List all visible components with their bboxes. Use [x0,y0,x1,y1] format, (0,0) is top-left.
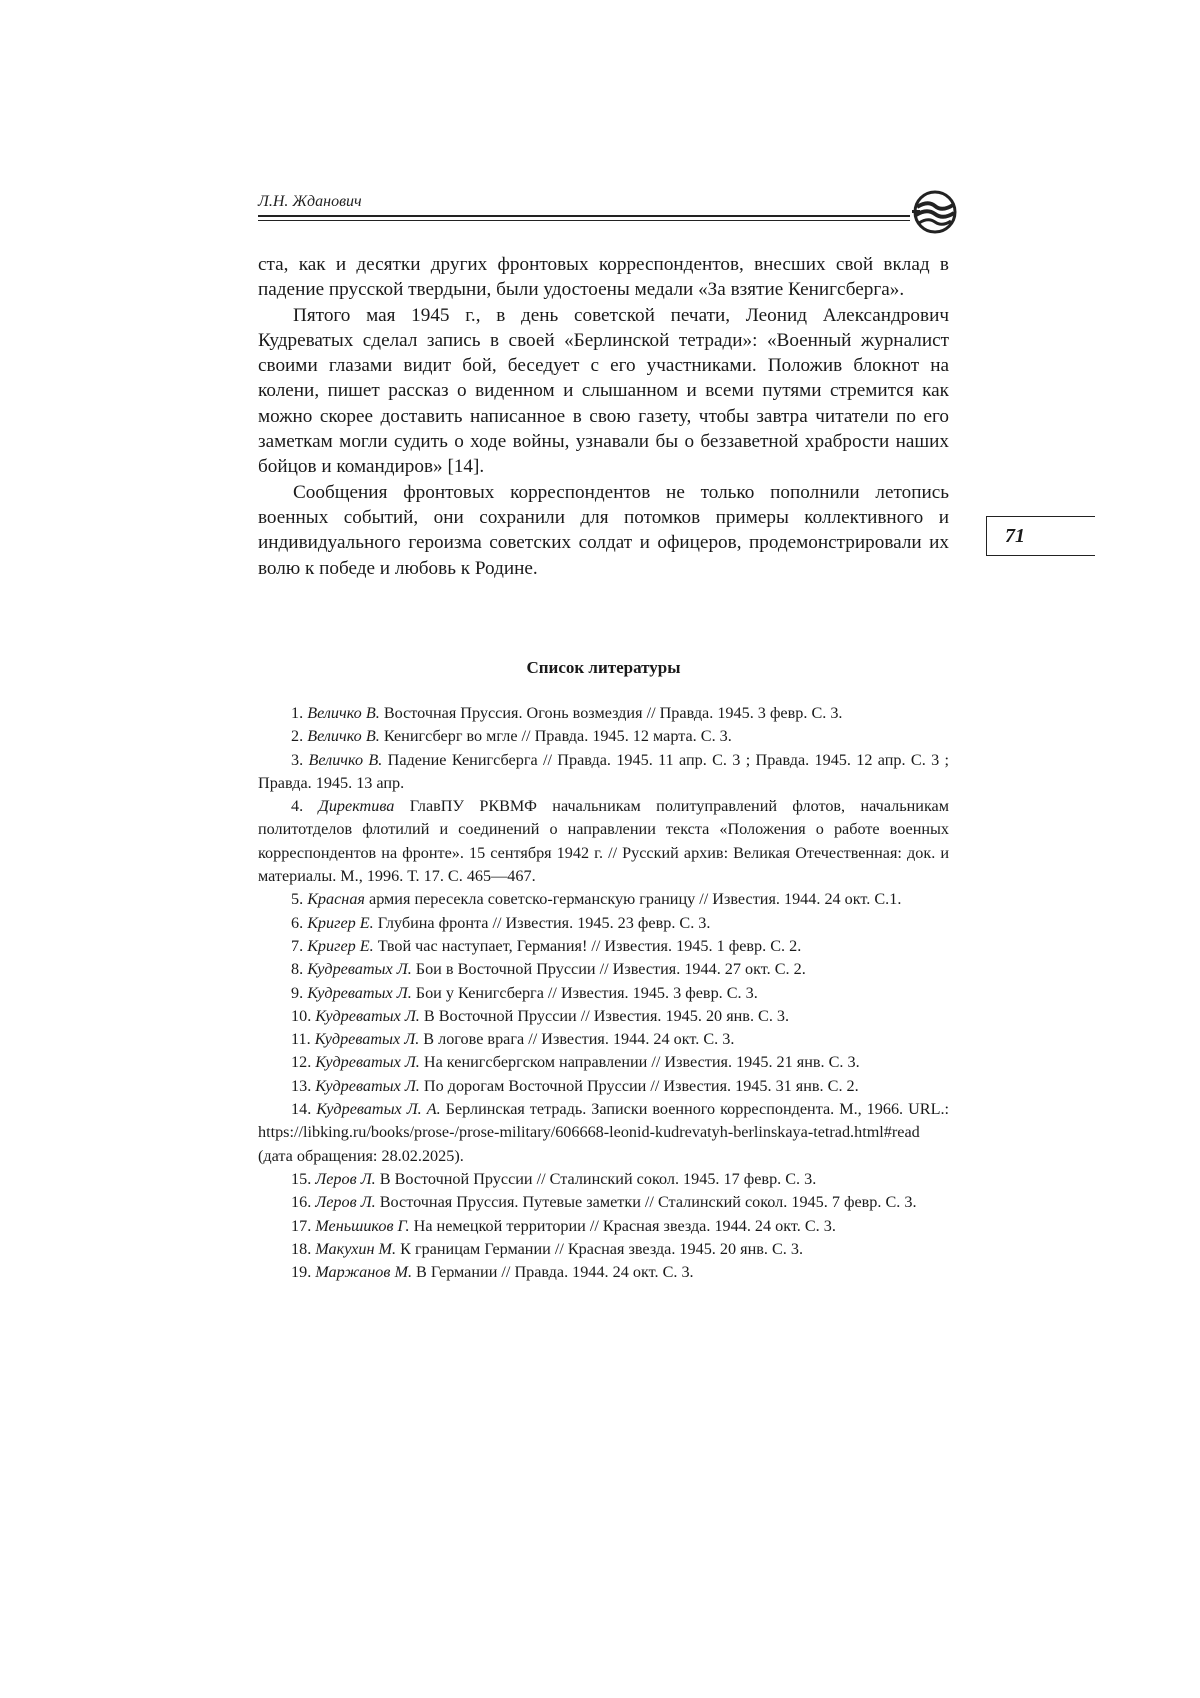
reference-item [258,912,949,935]
reference-text: Восточная Пруссия. Огонь возмездия // Правда. 1945. 3 февр. С. 3. [379,704,843,722]
references-list [258,702,949,1284]
reference-author: Кудреватых Л. [315,1053,420,1072]
reference-item [258,1005,949,1028]
reference-text: Восточная Пруссия. Путевые заметки // Сталинский сокол. 1945. 7 февр. С. 3. [375,1193,917,1212]
running-header [258,190,948,230]
reference-text: Бои в Восточной Пруссии // Известия. 1944. 27 окт. С. 2. [411,960,806,979]
reference-number: 1. [291,704,308,722]
reference-author: Величко В. [308,750,383,769]
reference-text: В Восточной Пруссии // Известия. 1945. 20 янв. С. 3. [419,1006,790,1025]
reference-item [258,1261,949,1284]
reference-number: 12. [291,1053,316,1072]
reference-number: 17. [291,1216,316,1235]
reference-number: 16. [291,1193,316,1212]
reference-author: Меньшиков Г. [315,1216,410,1235]
reference-number: 13. [291,1076,316,1095]
reference-text: ГлавПУ РКВМФ начальникам политуправлений флотов, начальникам политотделов флотилий и соединений о направлении текста «Положения о работе военных корреспондентов на фронте». 15 сентября 1942 г. // Русский архив: Великая Отечественная: док. и материалы. М., 1996. Т. 17. С. 465—467. [258,797,949,886]
reference-item [258,702,949,725]
reference-author: Кудреватых Л. [315,1006,420,1025]
reference-text: Берлинская тетрадь. Записки военного корреспондента. М., 1966. URL.: https://libking.ru/books/prose-/prose-military/606668-leonid-kudrevatyh-berlinskaya-tetrad.html#read (дата обращения: 28.02.2025). [258,1100,949,1165]
reference-number: 19. [291,1263,316,1282]
reference-number: 11. [291,1030,315,1049]
reference-author: Макухин М. [315,1239,397,1258]
reference-text: Бои у Кенигсберга // Известия. 1945. 3 февр. С. 3. [411,983,758,1002]
journal-logo-icon [912,190,958,234]
reference-item [258,958,949,981]
header-rule-thick [258,215,910,217]
reference-text: Твой час наступает, Германия! // Известия. 1945. 1 февр. С. 2. [373,936,802,955]
reference-author: Маржанов М. [315,1263,412,1282]
reference-item [258,795,949,888]
reference-author: Кудреватых Л. [315,1076,420,1095]
reference-number: 4. [291,797,319,816]
reference-item [258,1051,949,1074]
reference-item [258,1098,949,1168]
reference-author: Кригер Е. [307,936,374,955]
reference-text: Глубина фронта // Известия. 1945. 23 февр. С. 3. [373,913,711,932]
reference-number: 3. [291,750,309,769]
page-number-box [986,516,1095,556]
reference-item [258,749,949,796]
reference-text: На кенигсбергском направлении // Известия. 1945. 21 янв. С. 3. [419,1053,860,1072]
reference-author: Красная [307,890,365,909]
reference-number: 10. [291,1006,316,1025]
reference-number: 7. [291,936,308,955]
reference-text: На немецкой территории // Красная звезда. 1944. 24 окт. С. 3. [409,1216,836,1235]
reference-author: Кудреватых Л. [314,1030,420,1049]
reference-author: Величко В. [307,727,380,746]
reference-number: 2. [291,727,308,746]
reference-author: Директива [318,797,395,816]
reference-item [258,1168,949,1191]
reference-author: Кудреватых Л. [307,983,412,1002]
reference-number: 6. [291,913,308,932]
reference-author: Леров Л. [315,1193,376,1212]
reference-item [258,1238,949,1261]
reference-author: Леров Л. [315,1169,376,1188]
reference-text: В логове врага // Известия. 1944. 24 окт. С. 3. [419,1030,735,1049]
reference-item [258,1191,949,1214]
reference-author: Кригер Е. [307,913,374,932]
reference-text: армия пересекла советско-германскую границу // Известия. 1944. 24 окт. С.1. [364,890,902,909]
reference-number: 5. [291,890,308,909]
body-paragraph: Пятого мая 1945 г., в день советской печати, Леонид Александрович Кудреватых сделал запись в своей «Берлинской тетради»: «Военный журналист своими глазами видит бой, беседует с его участниками. Положив блокнот на колени, пишет рассказ о виденном и слышанном и всеми путями стремится как можно скорее доставить написанное в свою газету, чтобы завтра читатели по его заметкам могли судить о ходе войны, узнавали бы о беззаветной храбрости наших бойцов и командиров» [14]. [258,304,949,478]
reference-text: Кенигсберг во мгле // Правда. 1945. 12 марта. С. 3. [379,727,732,746]
reference-number: 8. [291,960,308,979]
reference-item [258,1028,949,1051]
reference-number: 15. [291,1169,316,1188]
reference-number: 9. [291,983,308,1002]
reference-text: В Германии // Правда. 1944. 24 окт. С. 3. [412,1263,694,1282]
header-rule-thin [258,220,910,221]
body-paragraph: Сообщения фронтовых корреспондентов не только пополнили летопись военных событий, они сохранили для потомков примеры коллективного и индивидуального героизма советских солдат и офицеров, продемонстрировали их волю к победе и любовь к Родине. [258,481,949,579]
reference-item [258,1215,949,1238]
reference-item [258,888,949,911]
reference-author: Кудреватых Л. А. [316,1100,441,1119]
page-number: 71 [1005,525,1025,547]
reference-author: Кудреватых Л. [307,960,412,979]
body-text [258,252,949,581]
reference-item [258,982,949,1005]
reference-text: В Восточной Пруссии // Сталинский сокол. 1945. 17 февр. С. 3. [375,1169,817,1188]
running-header-author: Л.Н. Жданович [258,193,362,210]
body-paragraph: ста, как и десятки других фронтовых корреспондентов, внесших свой вклад в падение прусской твердыни, были удостоены медали «За взятие Кенигсберга». [258,254,949,301]
reference-item [258,725,949,748]
reference-number: 18. [291,1239,316,1258]
reference-text: Падение Кенигсберга // Правда. 1945. 11 апр. С. 3 ; Правда. 1945. 12 апр. С. 3 ; Правда. 1945. 13 апр. [258,750,950,792]
reference-text: К границам Германии // Красная звезда. 1945. 20 янв. С. 3. [396,1239,804,1258]
reference-number: 14. [291,1100,317,1119]
reference-item [258,935,949,958]
reference-item [258,1075,949,1098]
reference-text: По дорогам Восточной Пруссии // Известия. 1945. 31 янв. С. 2. [419,1076,859,1095]
references-title: Список литературы [526,658,681,677]
reference-author: Величко В. [307,704,380,722]
